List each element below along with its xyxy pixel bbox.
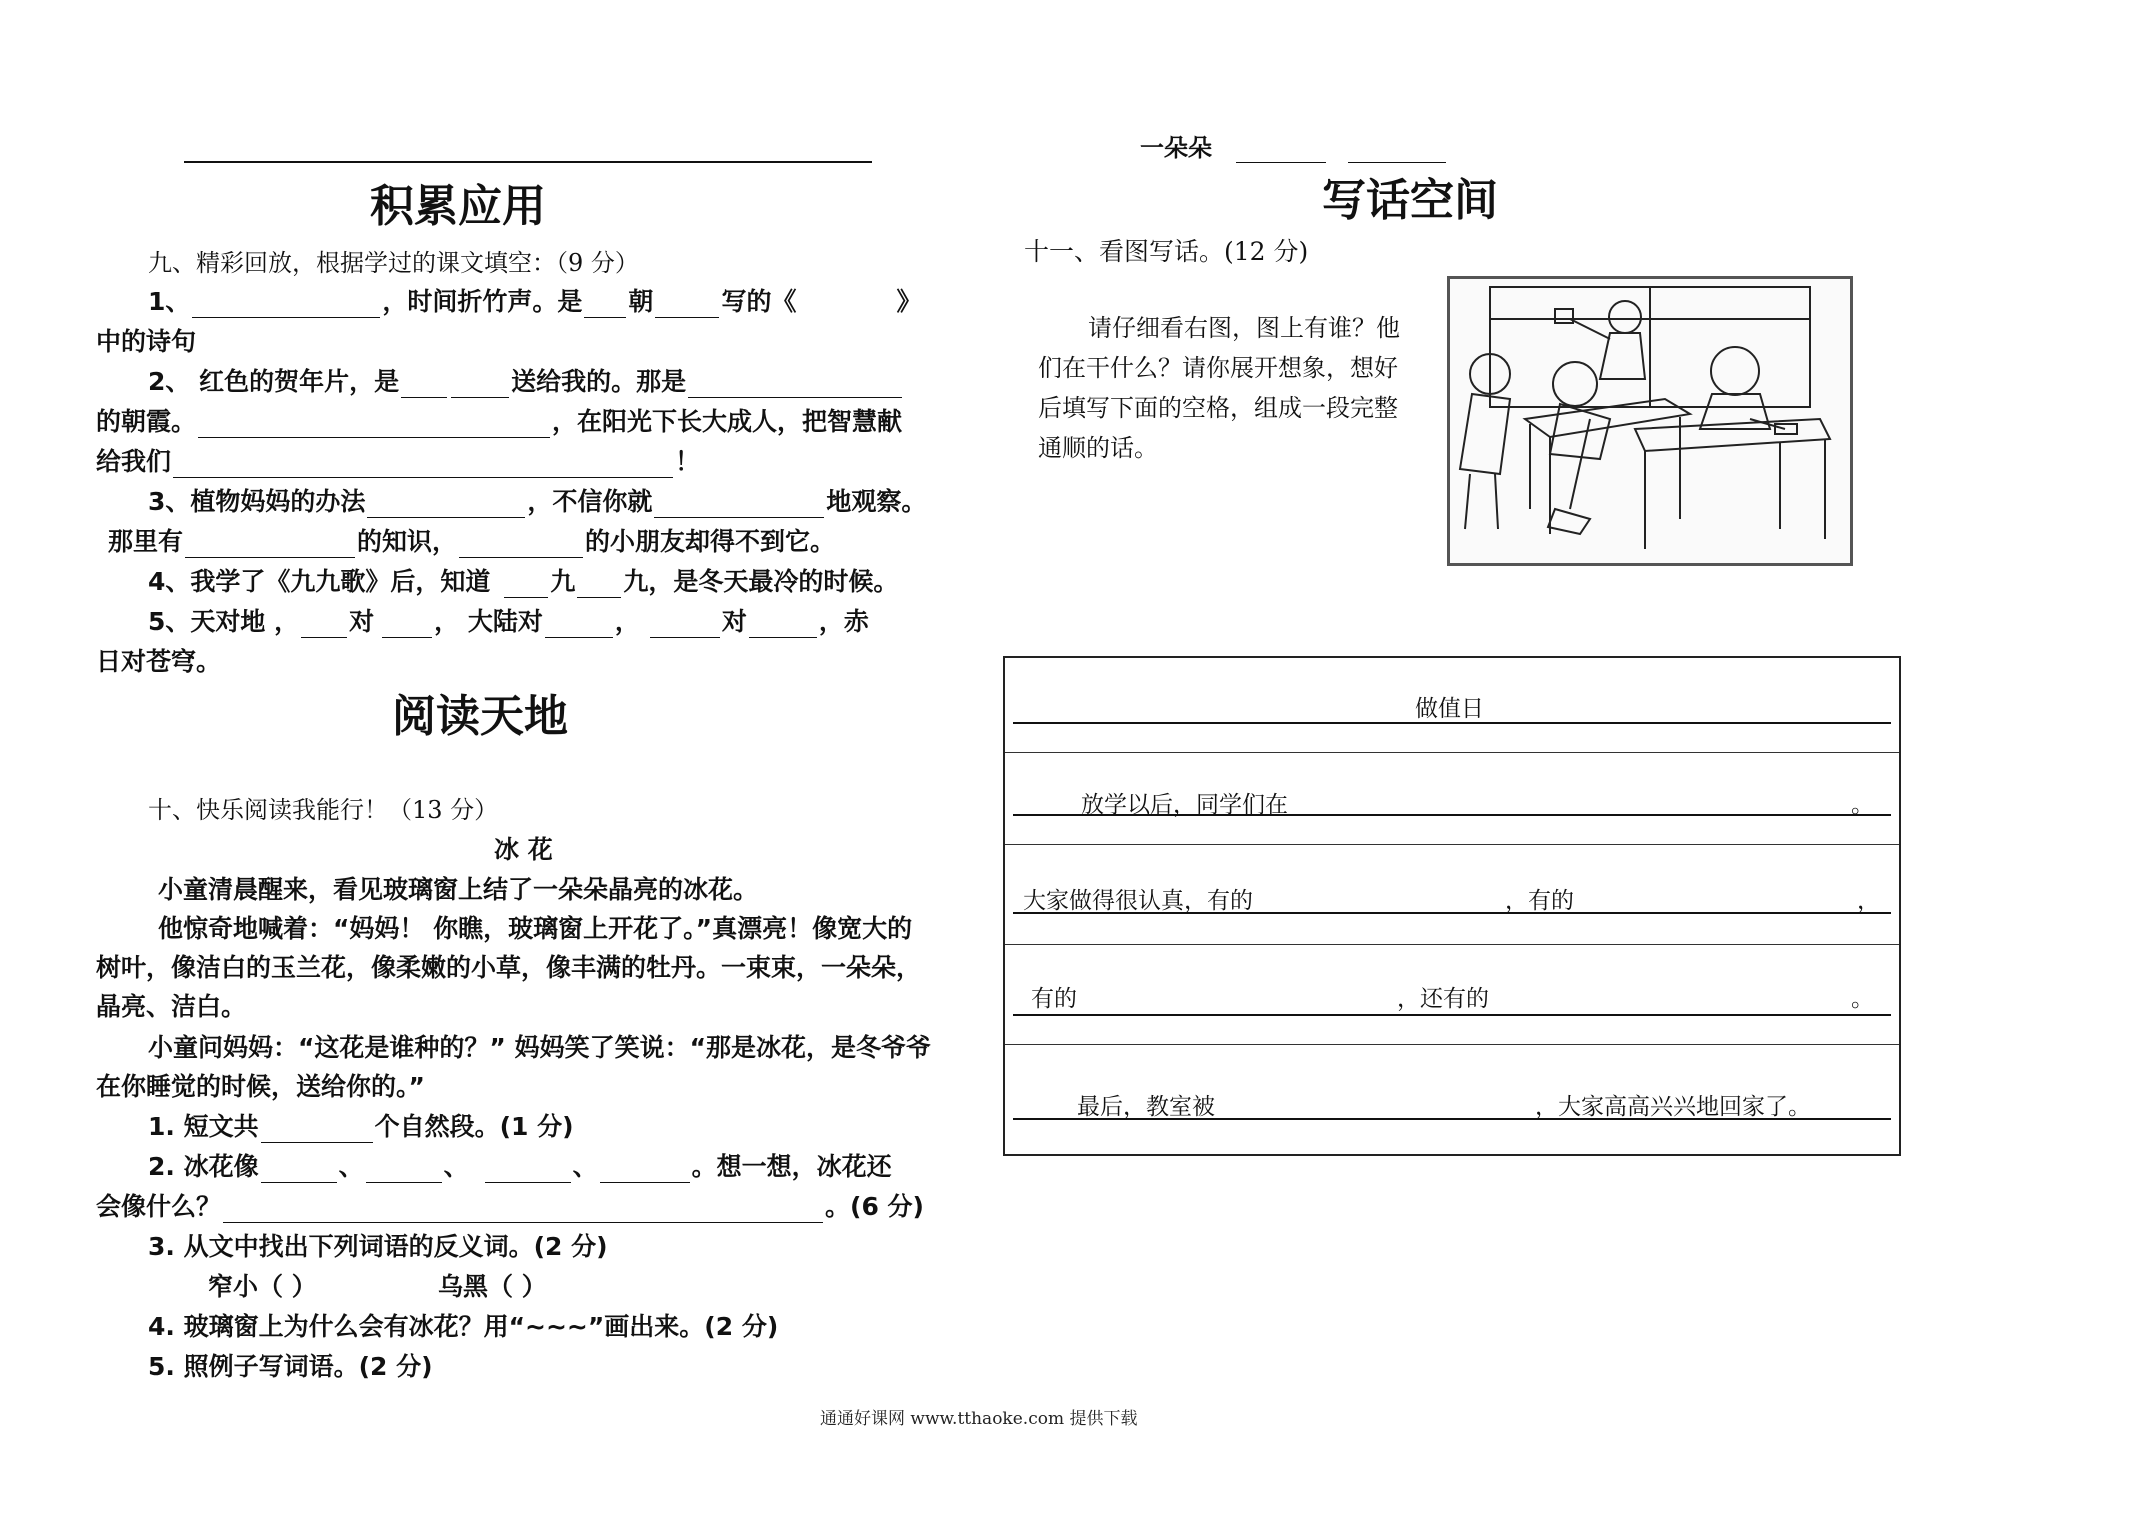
blank[interactable]	[261, 1116, 373, 1143]
q9-1-text3: 写的《	[721, 287, 797, 316]
box-line3-mid: ，还有的	[1397, 986, 1489, 1012]
q9-1-text: ，时间折竹声。是	[382, 287, 583, 316]
q9-2-text5: 给我们	[96, 447, 172, 476]
q10-item-2	[148, 1147, 892, 1183]
blank[interactable]	[584, 291, 626, 318]
story-paragraph-2-end: 晶亮、洁白。	[96, 992, 247, 1021]
q9-2-text6: ！	[675, 447, 701, 476]
box-line2-mid: ，有的	[1505, 888, 1574, 914]
blank[interactable]	[401, 371, 447, 398]
q10-2-text3: 会像什么？	[96, 1192, 222, 1221]
q9-5-line2: 日对苍穹。	[96, 647, 222, 676]
q9-2-text2: 送给我的。那是	[511, 367, 687, 396]
q9-1-tail: 中的诗句	[96, 327, 197, 356]
blank[interactable]	[600, 1156, 690, 1183]
blank[interactable]	[185, 531, 355, 558]
blank[interactable]	[382, 611, 432, 638]
answer-line[interactable]	[1013, 1118, 1891, 1120]
q9-5-text3: ， 大陆对	[434, 607, 543, 636]
q10-2-sep3: 、	[572, 1152, 598, 1181]
blank[interactable]	[577, 571, 621, 598]
q9-4-text2: 九	[550, 567, 576, 596]
q10-2-sep2: 、	[443, 1152, 469, 1181]
q9-3-text6: 的小朋友却得不到它。	[585, 527, 836, 556]
blank[interactable]	[504, 571, 548, 598]
blank[interactable]	[301, 611, 347, 638]
section-title-writing: 写话空间	[1322, 175, 1498, 226]
box-line4-end: ，大家高高兴兴地回家了。	[1535, 1094, 1811, 1120]
blank[interactable]	[223, 1196, 823, 1223]
q10-item-4: 4. 玻璃窗上为什么会有冰花？用“~~~”画出来。(2 分)	[148, 1312, 779, 1341]
blank[interactable]	[654, 491, 824, 518]
box-divider	[1005, 944, 1899, 945]
q9-5-text2: 对	[349, 607, 375, 636]
q9-item-3	[148, 482, 926, 518]
blank[interactable]	[366, 1156, 442, 1183]
box-line2-end: ，	[1857, 888, 1880, 914]
q9-3-line2	[108, 522, 835, 558]
footer-credit: 通通好课网 www.tthaoke.com 提供下载	[820, 1409, 1138, 1429]
q9-item-5	[148, 602, 869, 638]
q9-5-text6: ，赤	[818, 607, 869, 636]
writing-answer-box	[1003, 656, 1901, 1156]
blank[interactable]	[367, 491, 525, 518]
q9-5-text4: ，	[614, 607, 640, 636]
q9-3-text: 3、植物妈妈的办法	[148, 487, 366, 516]
box-divider	[1005, 1044, 1899, 1045]
blank[interactable]	[1348, 137, 1446, 163]
blank[interactable]	[1236, 137, 1326, 163]
answer-line[interactable]	[1013, 912, 1891, 914]
writing-prompt-4: 通顺的话。	[1038, 434, 1158, 462]
q10-item-5: 5. 照例子写词语。(2 分)	[148, 1352, 433, 1381]
section-title-reading: 阅读天地	[392, 691, 568, 742]
writing-prompt-3: 后填写下面的空格，组成一段完整	[1038, 394, 1398, 422]
example-word: 一朵朵	[1140, 134, 1212, 162]
box-divider	[1005, 752, 1899, 753]
box-line2-start: 大家做得很认真，有的	[1023, 888, 1253, 914]
q9-2-line3	[96, 442, 700, 478]
q10-item-3: 3. 从文中找出下列词语的反义词。(2 分)	[148, 1232, 608, 1261]
q9-1-text2: 朝	[628, 287, 654, 316]
box-line1-start: 放学以后，同学们在	[1081, 792, 1288, 818]
box-line3-start: 有的	[1031, 986, 1077, 1012]
q9-2-text4: ，在阳光下长大成人，把智慧献	[552, 407, 903, 436]
classroom-cleaning-illustration	[1447, 276, 1853, 566]
q9-4-text3: 九，是冬天最冷的时候。	[623, 567, 899, 596]
blank[interactable]	[688, 371, 902, 398]
q10-heading: 十、快乐阅读我能行！（13 分）	[148, 796, 499, 824]
q11-heading: 十一、看图写话。(12 分)	[1024, 237, 1309, 266]
q10-2-sep: 、	[338, 1152, 364, 1181]
box-divider	[1005, 844, 1899, 845]
blank[interactable]	[261, 1156, 337, 1183]
box-line3-end: 。	[1851, 986, 1874, 1012]
answer-line[interactable]	[1013, 814, 1891, 816]
box-title: 做值日	[1415, 696, 1484, 722]
q10-2-text: 2. 冰花像	[148, 1152, 259, 1181]
story-paragraph-3: 小童问妈妈：“这花是谁种的？” 妈妈笑了笑说：“那是冰花，是冬爷爷	[148, 1033, 931, 1062]
q9-3-text3: 地观察。	[826, 487, 927, 516]
writing-prompt-1: 请仔细看右图，图上有谁？他	[1088, 314, 1400, 342]
section-title-accumulate: 积累应用	[370, 181, 546, 232]
q9-2-line2	[96, 402, 902, 438]
writing-prompt-2: 们在干什么？请你展开想象，想好	[1038, 354, 1398, 382]
q9-3-text2: ，不信你就	[527, 487, 653, 516]
q9-5-text5: 对	[721, 607, 747, 636]
story-paragraph-3-cont: 在你睡觉的时候，送给你的。”	[96, 1072, 425, 1101]
q9-4-text: 4、我学了《九九歌》后，知道	[148, 567, 491, 596]
story-paragraph-2-cont: 树叶，像洁白的玉兰花，像柔嫩的小草，像丰满的牡丹。一束束，一朵朵，	[96, 953, 922, 982]
q9-heading: 九、精彩回放，根据学过的课文填空：（9 分）	[148, 249, 639, 277]
q10-3-antonym-1: 窄小（ ）	[208, 1272, 317, 1301]
story-paragraph-2: 他惊奇地喊着：“妈妈！ 你瞧，玻璃窗上开花了。”真漂亮！像宽大的	[158, 914, 913, 943]
example-word-row	[1140, 128, 1448, 163]
q9-item-2	[148, 362, 904, 398]
blank[interactable]	[459, 531, 583, 558]
story-title: 冰 花	[494, 835, 553, 864]
answer-line[interactable]	[1013, 722, 1891, 724]
blank[interactable]	[173, 451, 673, 478]
blank[interactable]	[451, 371, 509, 398]
q10-1-text2: 个自然段。(1 分)	[374, 1112, 574, 1141]
q9-1-num: 1、	[148, 287, 191, 316]
q9-item-1	[148, 282, 921, 318]
story-paragraph-1: 小童清晨醒来，看见玻璃窗上结了一朵朵晶亮的冰花。	[158, 875, 759, 904]
q10-2-line2	[96, 1187, 924, 1223]
q10-1-text: 1. 短文共	[148, 1112, 259, 1141]
q10-item-1	[148, 1107, 574, 1143]
box-line4-start: 最后，教室被	[1077, 1094, 1215, 1120]
blank[interactable]	[749, 611, 817, 638]
box-line1-end: 。	[1851, 792, 1874, 818]
blank[interactable]	[650, 611, 720, 638]
q10-2-text4: 。(6 分)	[825, 1192, 924, 1221]
q10-3-antonym-2: 乌黑（ ）	[438, 1272, 547, 1301]
blank[interactable]	[198, 411, 550, 438]
q9-2-text3: 的朝霞。	[96, 407, 197, 436]
q9-3-text5: 的知识，	[357, 527, 458, 556]
blank[interactable]	[485, 1156, 571, 1183]
answer-line[interactable]	[1013, 1014, 1891, 1016]
q9-5-text: 5、天对地 ，	[148, 607, 300, 636]
classroom-drawing-icon	[1450, 279, 1850, 563]
top-rule	[184, 161, 872, 163]
q9-item-4	[148, 562, 898, 598]
blank[interactable]	[192, 291, 380, 318]
q9-1-text4: 》	[896, 287, 922, 316]
blank[interactable]	[545, 611, 613, 638]
q9-2-text: 2、 红色的贺年片，是	[148, 367, 400, 396]
blank[interactable]	[655, 291, 719, 318]
q9-3-text4: 那里有	[108, 527, 184, 556]
q10-2-text2: 。想一想，冰花还	[691, 1152, 892, 1181]
